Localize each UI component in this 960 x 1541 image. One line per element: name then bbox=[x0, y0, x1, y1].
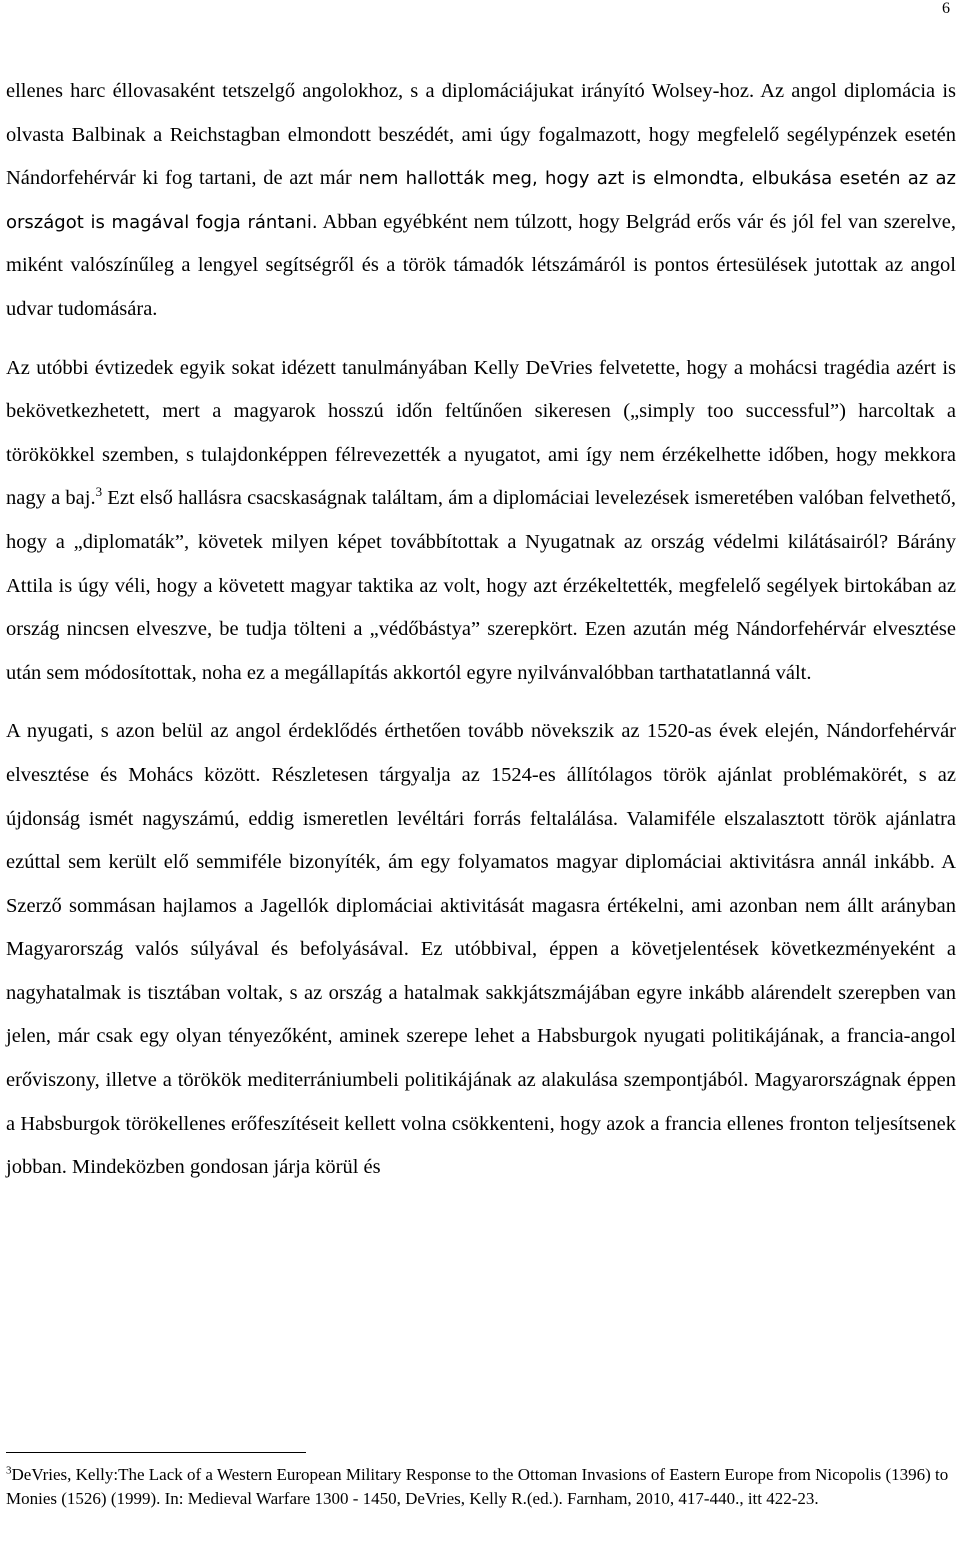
paragraph-2-part-a: Az utóbbi évtizedek egyik sokat idézett tanulmányában Kelly DeVries felvetette, hogy a mohácsi tragédia azért is bekövetkezhetett, mert a magyarok hosszú időn feltűnően sikeresen („simply too successful”) harcoltak a törökökkel szemben, s tulajdonképpen félrevezették a nyugatot, ami így nem érzékelhette időben, hogy mekkora nagy a baj. bbox=[6, 356, 956, 510]
body-text bbox=[6, 70, 956, 1190]
paragraph-2 bbox=[6, 347, 956, 696]
page-number: 6 bbox=[942, 0, 950, 17]
footnote bbox=[6, 1463, 956, 1511]
footnote-number: 3 bbox=[6, 1464, 12, 1477]
footnote-separator bbox=[6, 1452, 306, 1453]
footnote-reference[interactable]: 3 bbox=[95, 484, 103, 500]
paragraph-1-part-a: ellenes harc éllovasaként tetszelgő angolokhoz, s a diplomáciájukat irányító Wolsey-hoz. Az angol diplomácia is olvasta Balbinak a Reichstagban elmondott beszédét, ami úgy fogalmazott, hogy megfelelő segélypénzek esetén Nándorfehérvár ki fog tartani, de azt már bbox=[6, 80, 956, 190]
paragraph-2-part-b: Ezt első hallásra csacskaságnak találtam, ám a diplomáciai levelezések ismeretében valóban felvethető, hogy a „diplomaták”, követek milyen képet továbbítottak a Nyugatnak az ország védelmi kilátásairól? Bárány Attila is úgy véli, hogy a követett magyar taktika az volt, hogy azt érzékeltették, megfelelő segélyek birtokában az ország nincsen elveszve, be tudja tölteni a „védőbástya” szerepkört. Ezen azután még Nándorfehérvár elvesztése után sem módosítottak, noha ez a megállapítás akkortól egyre nyilvánvalóbban tarthatatlanná vált. bbox=[6, 487, 956, 684]
paragraph-1-part-b: nem hallották meg, hogy azt is elmondta, elbukása esetén az az országot is magával fogja rántani. bbox=[6, 168, 956, 233]
paragraph-1 bbox=[6, 70, 956, 332]
footnote-text: DeVries, Kelly:The Lack of a Western European Military Response to the Ottoman Invasions of Eastern Europe from Nicopolis (1396) to Monies (1526) (1999). In: Medieval Warfare 1300 - 1450, DeVries, Kelly R.(ed.). Farnham, 2010, 417-440., itt 422-23. bbox=[6, 1465, 949, 1508]
paragraph-3: A nyugati, s azon belül az angol érdeklődés érthetően tovább növekszik az 1520-as évek elején, Nándorfehérvár elvesztése és Mohács között. Részletesen tárgyalja az 1524-es állítólagos török ajánlat problémakörét, s az újdonság ismét nagyszámú, eddig ismeretlen levéltári forrás feltalálása. Valamiféle elszalasztott török ajánlatra ezúttal sem került elő semmiféle bizonyíték, ám egy folyamatos magyar diplomáciai aktivitásra annál inkább. A Szerző sommásan hajlamos a Jagellók diplomáciai aktivitását magasra értékelni, ami azonban nem állt arányban Magyarország valós súlyával és befolyásával. Ez utóbbival, éppen a követjelentések következményeként a nagyhatalmak is tisztában voltak, s az ország a hatalmak sakkjátszmájában egyre inkább alárendelt szerepben van jelen, már csak egy olyan tényezőként, aminek szerepe lehet a Habsburgok nyugati politikájának, a francia-angol erőviszony, illetve a törökök mediterrániumbeli politikájának az alakulása szempontjából. Magyarországnak éppen a Habsburgok törökellenes erőfeszítéseit kellett volna csökkenteni, hogy azok a francia ellenes fronton teljesítsenek jobban. Mindeközben gondosan járja körül és bbox=[6, 720, 956, 1179]
paragraph-1-part-c: Abban egyébként nem túlzott, hogy Belgrád erős vár és jól fel van szerelve, miként valószínűleg a lengyel segítségről és a török támadók létszámáról is pontos értesülések jutottak az angol udvar tudomására. bbox=[6, 210, 956, 320]
